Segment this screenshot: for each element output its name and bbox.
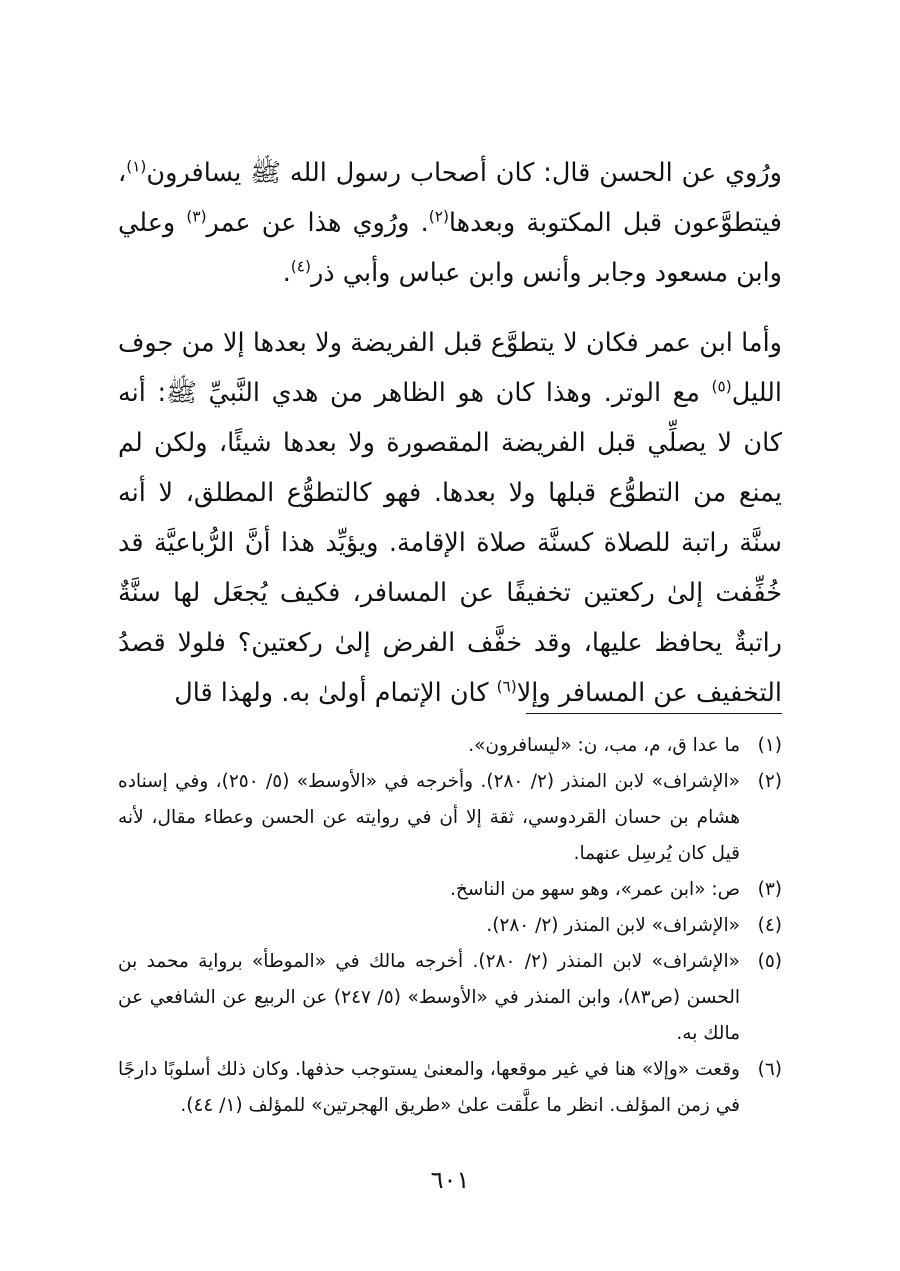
p2-text-3: كان الإتمام أولىٰ به. ولهذا قال: [174, 678, 497, 708]
footnote-text: «الإشراف» لابن المنذر (٢/ ٢٨٠).: [486, 915, 740, 936]
p1-text-5: .: [282, 258, 291, 288]
footnote-ref-5: (٥): [711, 377, 732, 396]
footnote-ref-3: (٣): [186, 207, 207, 226]
footnote-number: (٤): [757, 915, 782, 936]
footnote-text: «الإشراف» لابن المنذر (٢/ ٢٨٠). وأخرجه في «الأوسط» (٥/ ٢٥٠)، وفي إسناده هشام بن حسان القردوسي، ثقة إلا أن في روايته عن الحسن وعطاء مقال، لأنه قيل كان يُرسِل عنهما.: [118, 771, 740, 864]
footnote-ref-1: (١): [126, 157, 147, 176]
footnote-number: (٥): [757, 951, 782, 972]
footnotes: [118, 728, 782, 1124]
footnote: [118, 1052, 782, 1124]
footnote: [118, 944, 782, 1052]
footnote-number: (١): [757, 735, 782, 756]
footnote-ref-4: (٤): [290, 257, 311, 276]
footnote-text: وقعت «وإلا» هنا في غير موقعها، والمعنىٰ يستوجب حذفها. وكان ذلك أسلوبًا دارجًا في زمن المؤلف. انظر ما علَّقت علىٰ «طريق الهجرتين» للمؤلف (١/ ٤٤).: [118, 1059, 740, 1116]
main-text: [118, 148, 782, 742]
p1-text-2: ، فيتطوَّعون قبل المكتوبة وبعدها: [118, 158, 782, 238]
footnote-ref-6: (٦): [496, 677, 517, 696]
footnote-number: (٢): [757, 771, 782, 792]
paragraph-2: [118, 318, 782, 718]
p2-text-1: وأما ابن عمر فكان لا يتطوَّع قبل الفريضة ولا بعدها إلا من جوف الليل: [118, 328, 782, 408]
footnote-separator: [526, 713, 782, 714]
footnote-text: ما عدا ق، م، مب، ن: «ليسافرون».: [468, 735, 740, 756]
footnote-text: ص: «ابن عمر»، وهو سهو من الناسخ.: [450, 879, 740, 900]
footnote-text: «الإشراف» لابن المنذر (٢/ ٢٨٠). أخرجه مالك في «الموطأ» برواية محمد بن الحسن (ص٨٣)، وابن المنذر في «الأوسط» (٥/ ٢٤٧) عن الربيع عن الشافعي عن مالك به.: [118, 951, 741, 1044]
p1-text-3: . ورُوي هذا عن عمر: [206, 208, 429, 238]
footnote: [118, 872, 782, 908]
footnote-number: (٣): [757, 879, 782, 900]
footnote: [118, 764, 782, 872]
page-number: ٦٠١: [430, 1166, 470, 1194]
footnote-ref-2: (٢): [428, 207, 449, 226]
footnote-number: (٦): [757, 1059, 782, 1080]
footnote: [118, 728, 782, 764]
p1-text-4: وعلي وابن مسعود وجابر وأنس وابن عباس وأبي ذر: [118, 208, 782, 288]
footnote: [118, 908, 782, 944]
p2-text-2: مع الوتر. وهذا كان هو الظاهر من هدي النَّبيِّ ﷺ: أنه كان لا يصلِّي قبل الفريضة المقصورة ولا بعدها شيئًا، ولكن لم يمنع من التطوُّع قبلها ولا بعدها. فهو كالتطوُّع المطلق، لا أنه سنَّة راتبة للصلاة كسنَّة صلاة الإقامة. ويؤيِّد هذا أنَّ الرُّباعيَّة قد خُفِّفت إلىٰ ركعتين تخفيفًا عن المسافر، فكيف يُجعَل لها سنَّةٌ راتبةٌ يحافظ عليها، وقد خفَّف الفرض إلىٰ ركعتين؟ فلولا قصدُ التخفيف عن المسافر وإلا: [118, 378, 782, 708]
paragraph-1: [118, 148, 782, 298]
p1-text-1: ورُوي عن الحسن قال: كان أصحاب رسول الله ﷺ يسافرون: [146, 158, 782, 188]
